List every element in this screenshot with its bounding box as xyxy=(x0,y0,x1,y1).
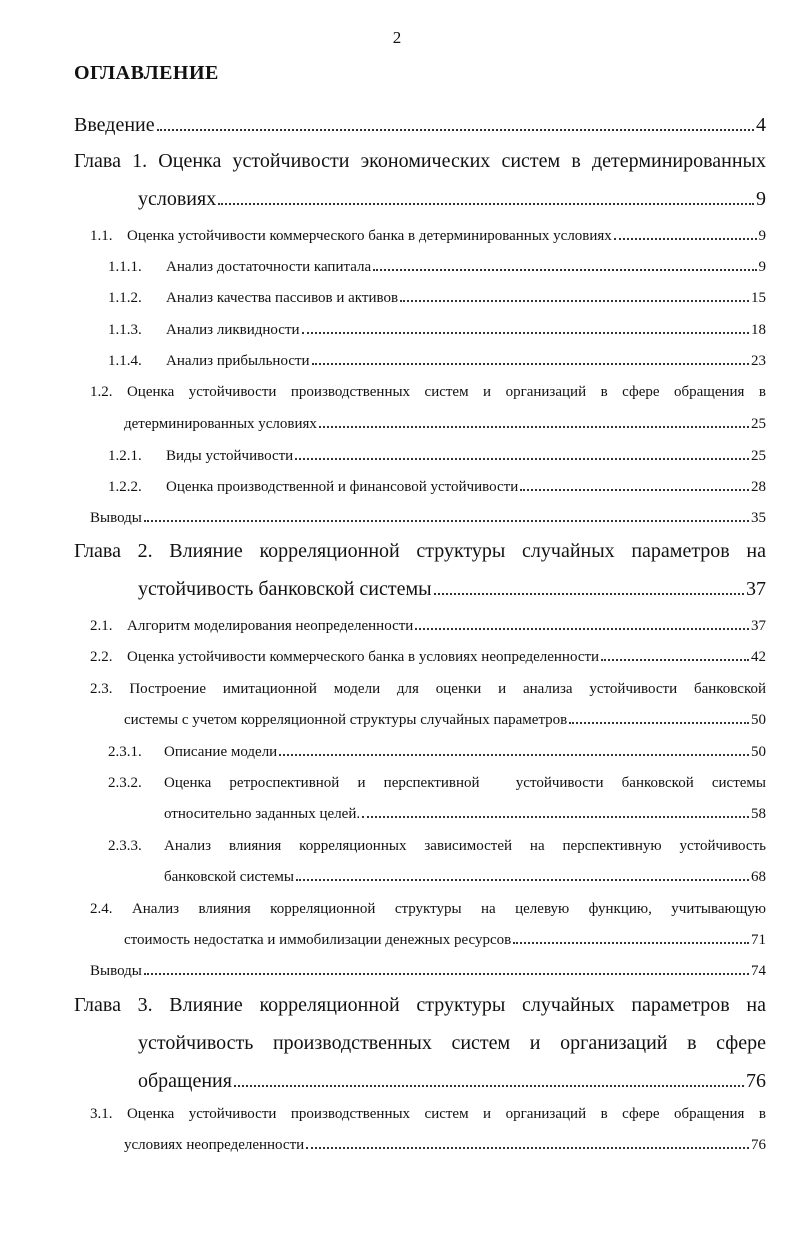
entry-title-line1: 1.2. Оценка устойчивости производственных систем и организаций в сфере обращения в xyxy=(90,384,766,400)
entry-title: Выводы xyxy=(90,963,142,979)
toc-entry-1-1-3[interactable] xyxy=(108,322,766,344)
entry-number: 1.1.1. xyxy=(108,259,142,275)
leader-dots xyxy=(218,203,754,205)
entry-title-line1: Анализ влияния корреляционных зависимостей на перспективную устойчивость xyxy=(164,838,766,854)
entry-title-line1: Глава 1. Оценка устойчивости экономических систем в детерминированных xyxy=(74,150,766,172)
leader-dots xyxy=(319,426,749,428)
leader-dots xyxy=(144,973,749,975)
entry-title: Описание модели xyxy=(164,744,278,760)
entry-number: 2.1. xyxy=(90,618,113,634)
toc-entry-2-3[interactable] xyxy=(90,681,766,737)
entry-title-line2: условиях неопределенности xyxy=(124,1137,305,1153)
entry-title-line1: Глава 2. Влияние корреляционной структуры случайных параметров на xyxy=(74,540,766,562)
entry-number: 1.1. xyxy=(90,228,113,244)
toc-entry-2-3-2[interactable] xyxy=(108,775,766,831)
entry-page: 74 xyxy=(751,963,766,979)
toc-entry-chapter-1[interactable] xyxy=(74,150,766,220)
entry-page: 18 xyxy=(751,322,766,338)
entry-title: Оценка производственной и финансовой устойчивости xyxy=(166,479,519,495)
entry-title-line2: устойчивость банковской системы xyxy=(138,578,432,600)
entry-title: Виды устойчивости xyxy=(166,448,294,464)
toc-entry-chapter-2[interactable] xyxy=(74,540,766,612)
leader-dots xyxy=(279,754,749,756)
entry-number: 2.3.2. xyxy=(108,775,142,791)
leader-dots xyxy=(400,300,749,302)
entry-title-line1: 2.4. Анализ влияния корреляционной структуры на целевую функцию, учитывающую xyxy=(90,901,766,917)
entry-title-line1: 2.3. Построение имитационной модели для оценки и анализа устойчивости банковской xyxy=(90,681,766,697)
entry-title-line2: стоимость недостатка и иммобилизации денежных ресурсов xyxy=(124,932,512,948)
entry-title-line2: системы с учетом корреляционной структуры случайных параметров xyxy=(124,712,568,728)
entry-title-line2: устойчивость производственных систем и организаций в сфере xyxy=(138,1032,766,1054)
entry-title: Оценка устойчивости коммерческого банка в детерминированных условиях xyxy=(127,228,612,244)
toc-title: ОГЛАВЛЕНИЕ xyxy=(74,62,219,84)
entry-page: 37 xyxy=(746,578,766,600)
entry-number: 1.1.3. xyxy=(108,322,142,338)
toc-entry-3-1[interactable] xyxy=(90,1106,766,1162)
entry-title-line1: Глава 3. Влияние корреляционной структуры случайных параметров на xyxy=(74,994,766,1016)
entry-title: Алгоритм моделирования неопределенности xyxy=(127,618,414,634)
entry-title: Оценка устойчивости коммерческого банка в условиях неопределенности xyxy=(127,649,600,665)
leader-dots xyxy=(157,129,754,131)
leader-dots xyxy=(302,332,749,334)
leader-dots xyxy=(144,520,749,522)
entry-number: 2.3.3. xyxy=(108,838,142,854)
leader-dots xyxy=(569,722,749,724)
entry-title-line2: условиях xyxy=(138,188,217,210)
toc-entry-1-1[interactable] xyxy=(90,228,766,250)
entry-page: 9 xyxy=(758,228,766,244)
leader-dots xyxy=(296,879,749,881)
entry-title-line3: обращения xyxy=(138,1070,232,1092)
leader-dots xyxy=(306,1147,749,1149)
page-number: 2 xyxy=(392,28,402,47)
leader-dots xyxy=(312,363,749,365)
toc-entry-2-1[interactable] xyxy=(90,618,766,640)
entry-page: 25 xyxy=(751,416,766,432)
entry-page: 50 xyxy=(751,712,766,728)
entry-number: 1.1.2. xyxy=(108,290,142,306)
leader-dots xyxy=(434,593,744,595)
entry-page: 28 xyxy=(751,479,766,495)
leader-dots xyxy=(601,659,749,661)
leader-dots xyxy=(513,942,749,944)
entry-page: 50 xyxy=(751,744,766,760)
toc-entry-1-2-2[interactable] xyxy=(108,479,766,501)
leader-dots xyxy=(415,628,749,630)
entry-page: 9 xyxy=(758,259,766,275)
entry-title-line2: банковской системы xyxy=(164,869,294,885)
entry-page: 35 xyxy=(751,510,766,526)
toc-entry-1-1-4[interactable] xyxy=(108,353,766,375)
entry-page: 42 xyxy=(751,649,766,665)
entry-page: 15 xyxy=(751,290,766,306)
entry-title-line1: Оценка ретроспективной и перспективной устойчивости банковской системы xyxy=(164,775,766,791)
entry-number: 1.1.4. xyxy=(108,353,142,369)
leader-dots xyxy=(234,1085,744,1087)
entry-number: 1.2.2. xyxy=(108,479,142,495)
entry-title: Анализ достаточности капитала xyxy=(166,259,372,275)
leader-dots xyxy=(362,816,749,818)
toc-entry-1-1-2[interactable] xyxy=(108,290,766,312)
entry-page: 68 xyxy=(751,869,766,885)
toc-entry-1-2-1[interactable] xyxy=(108,448,766,470)
entry-page: 25 xyxy=(751,448,766,464)
entry-page: 23 xyxy=(751,353,766,369)
entry-title: Введение xyxy=(74,114,155,136)
toc-entry-2-4[interactable] xyxy=(90,901,766,957)
entry-title: Анализ качества пассивов и активов xyxy=(166,290,399,306)
entry-number: 1.2.1. xyxy=(108,448,142,464)
entry-page: 76 xyxy=(746,1070,766,1092)
entry-page: 9 xyxy=(756,188,766,210)
leader-dots xyxy=(520,489,749,491)
leader-dots xyxy=(373,269,756,271)
toc-entry-conclusions-1[interactable] xyxy=(90,510,766,532)
toc-entry-1-2[interactable] xyxy=(90,384,766,440)
entry-title: Анализ ликвидности xyxy=(166,322,300,338)
entry-title: Анализ прибыльности xyxy=(166,353,310,369)
entry-title: Выводы xyxy=(90,510,142,526)
entry-title-line2: детерминированных условиях xyxy=(124,416,317,432)
entry-page: 58 xyxy=(751,806,766,822)
entry-page: 37 xyxy=(751,618,766,634)
toc-entry-2-3-3[interactable] xyxy=(108,838,766,894)
toc-entry-2-3-1[interactable] xyxy=(108,744,766,766)
toc-entry-conclusions-2[interactable] xyxy=(90,963,766,985)
entry-title-line1: 3.1. Оценка устойчивости производственных систем и организаций в сфере обращения в xyxy=(90,1106,766,1122)
entry-page: 4 xyxy=(756,114,766,136)
entry-number: 2.2. xyxy=(90,649,113,665)
entry-title-line2: относительно заданных целей. xyxy=(164,806,361,822)
toc-entry-1-1-1[interactable] xyxy=(108,259,766,281)
entry-page: 71 xyxy=(751,932,766,948)
entry-number: 2.3.1. xyxy=(108,744,142,760)
toc-entry-intro[interactable] xyxy=(74,114,766,144)
entry-page: 76 xyxy=(751,1137,766,1153)
toc-entry-chapter-3[interactable] xyxy=(74,994,766,1104)
leader-dots xyxy=(295,458,749,460)
toc-entry-2-2[interactable] xyxy=(90,649,766,671)
leader-dots xyxy=(614,238,757,240)
